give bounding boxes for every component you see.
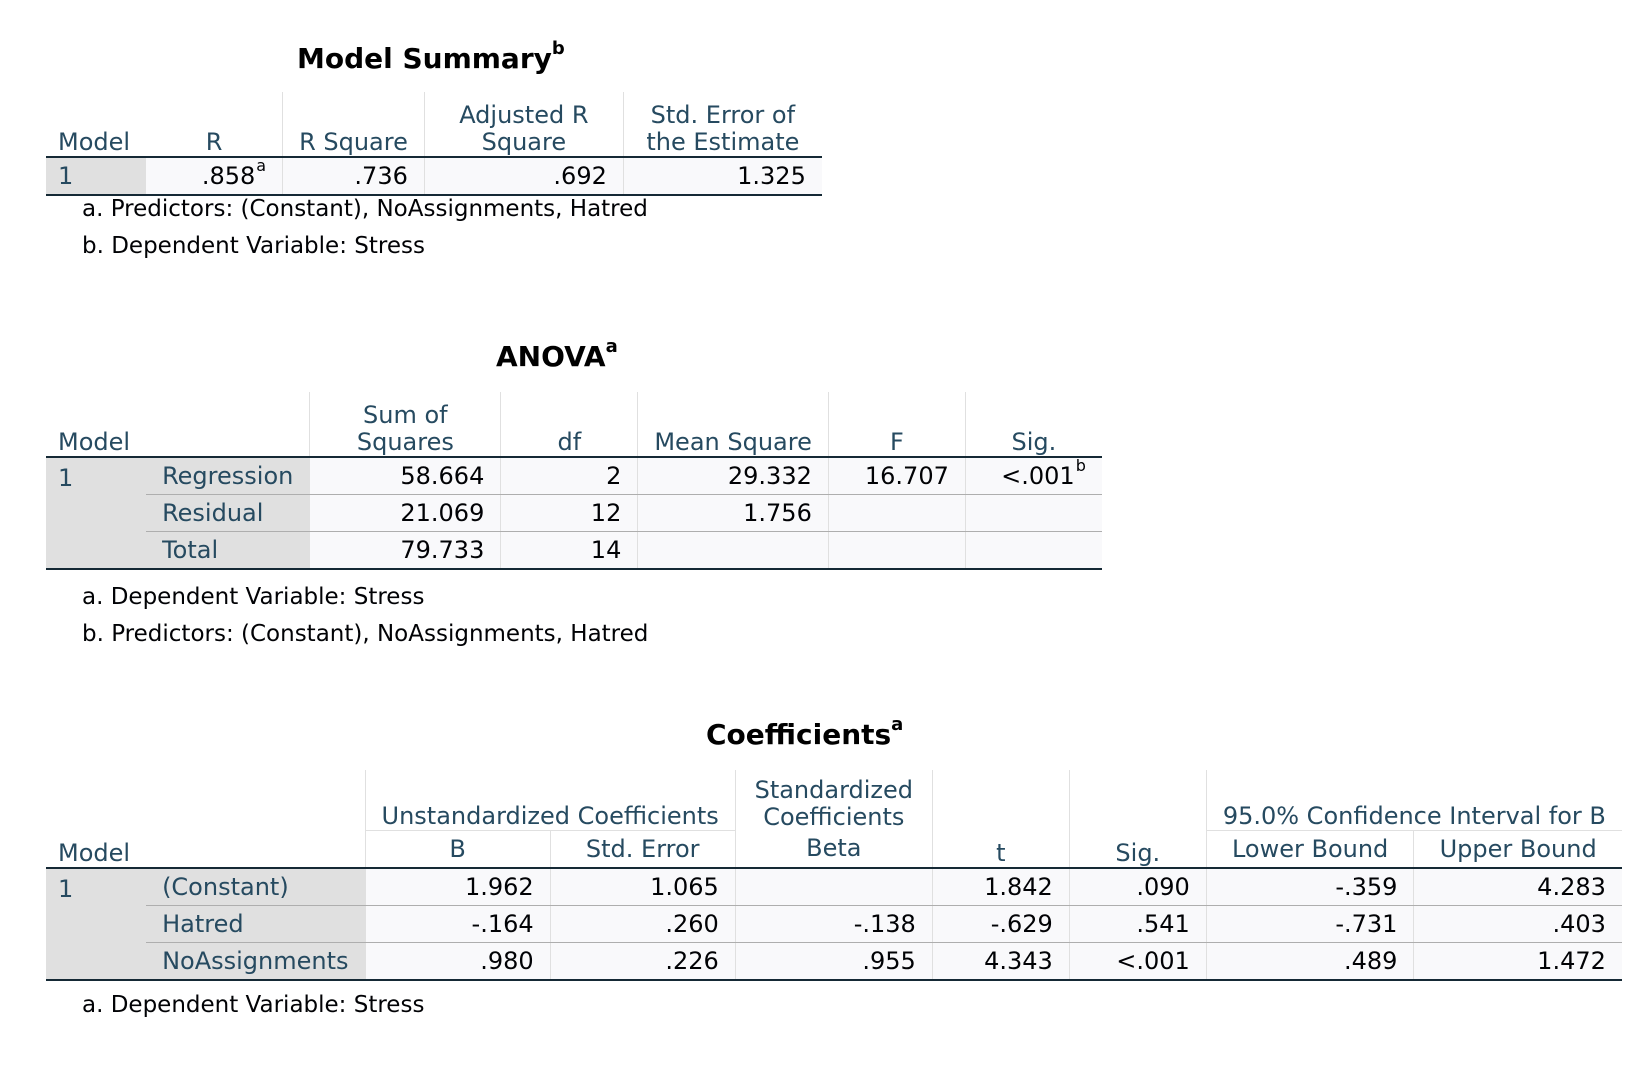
coef-row-label: (Constant) [146, 868, 365, 906]
anova-header-f: F [828, 392, 965, 457]
coef-header-std: Standardized Coefficients [735, 770, 932, 831]
coef-header-unstd: Unstandardized Coefficients [365, 770, 735, 831]
coef-cell-lower: -.731 [1206, 906, 1414, 943]
anova-cell-sig-footnote: b [1075, 456, 1086, 475]
coef-header-sig: Sig. [1069, 770, 1206, 868]
coef-cell-beta: -.138 [735, 906, 932, 943]
coef-header-ci: 95.0% Confidence Interval for B [1206, 770, 1622, 831]
ms-cell-r-square: .736 [283, 157, 425, 195]
coef-header-model: Model [46, 770, 146, 868]
coef-row-model: 1 [46, 868, 146, 980]
coef-row-noassignments [46, 943, 1622, 981]
anova-title-footnote: a [605, 336, 618, 357]
anova-header-model: Model [46, 392, 146, 457]
ms-row-model: 1 [46, 157, 146, 195]
coef-cell-b: .980 [365, 943, 550, 981]
coef-header-b: B [365, 831, 550, 869]
anova-cell-ms [638, 532, 829, 570]
coefficients-table [46, 770, 1622, 981]
coef-header-upper: Upper Bound [1414, 831, 1622, 869]
anova-header-sig: Sig. [965, 392, 1102, 457]
anova-row-total [46, 532, 1102, 570]
coef-cell-t: 1.842 [932, 868, 1069, 906]
coef-cell-sig: .541 [1069, 906, 1206, 943]
ms-header-r-square: R Square [283, 92, 425, 157]
model-summary-table-wrap [46, 92, 822, 196]
anova-cell-ms: 1.756 [638, 495, 829, 532]
coef-cell-upper: 4.283 [1414, 868, 1622, 906]
coefficients-table-wrap [46, 770, 1622, 981]
coef-header-label-blank [146, 770, 365, 868]
coefficients-title [706, 714, 904, 751]
coef-cell-t: -.629 [932, 906, 1069, 943]
model-summary-title-text: Model Summary [297, 42, 552, 75]
anova-cell-ss: 21.069 [310, 495, 501, 532]
coef-cell-lower: -.359 [1206, 868, 1414, 906]
coef-cell-t: 4.343 [932, 943, 1069, 981]
ms-header-model: Model [46, 92, 146, 157]
ms-header-std-error: Std. Error of the Estimate [623, 92, 822, 157]
ms-footnote-b: b. Dependent Variable: Stress [82, 233, 425, 259]
coef-cell-sig: <.001 [1069, 943, 1206, 981]
anova-row-label: Regression [146, 457, 310, 495]
coef-row-hatred [46, 906, 1622, 943]
anova-cell-ms: 29.332 [638, 457, 829, 495]
coef-footnote-a: a. Dependent Variable: Stress [82, 992, 425, 1018]
coef-cell-lower: .489 [1206, 943, 1414, 981]
anova-row-regression [46, 457, 1102, 495]
anova-row-model: 1 [46, 457, 146, 569]
anova-cell-sig [965, 532, 1102, 570]
anova-row-label: Residual [146, 495, 310, 532]
coef-header-beta: Beta [735, 831, 932, 869]
coef-header-lower: Lower Bound [1206, 831, 1414, 869]
ms-cell-r-footnote: a [256, 156, 267, 175]
anova-cell-f: 16.707 [828, 457, 965, 495]
anova-header-label-blank [146, 392, 310, 457]
ms-cell-std-error: 1.325 [623, 157, 822, 195]
anova-cell-f [828, 495, 965, 532]
anova-cell-df: 12 [501, 495, 638, 532]
model-summary-title [297, 38, 565, 75]
coef-header-t: t [932, 770, 1069, 868]
anova-cell-df: 2 [501, 457, 638, 495]
coef-header-se: Std. Error [550, 831, 735, 869]
ms-cell-r-value: .858 [201, 162, 256, 190]
coef-cell-sig: .090 [1069, 868, 1206, 906]
anova-table-wrap [46, 392, 1102, 570]
anova-cell-sig-value: <.001 [1001, 462, 1075, 490]
anova-header-df: df [501, 392, 638, 457]
coef-cell-b: -.164 [365, 906, 550, 943]
coefficients-title-text: Coefficients [706, 718, 892, 751]
ms-cell-adj-r-square: .692 [424, 157, 623, 195]
coefficients-title-footnote: a [891, 714, 904, 735]
coef-cell-upper: 1.472 [1414, 943, 1622, 981]
ms-header-r: R [146, 92, 283, 157]
ms-footnote-a: a. Predictors: (Constant), NoAssignments, Hatred [82, 196, 648, 222]
coef-cell-b: 1.962 [365, 868, 550, 906]
anova-table [46, 392, 1102, 570]
anova-cell-ss: 79.733 [310, 532, 501, 570]
anova-cell-sig [965, 457, 1102, 495]
coef-cell-beta [735, 868, 932, 906]
ms-cell-r [146, 157, 283, 195]
model-summary-title-footnote: b [551, 38, 565, 59]
model-summary-table [46, 92, 822, 196]
anova-header-ss: Sum of Squares [310, 392, 501, 457]
anova-cell-df: 14 [501, 532, 638, 570]
coef-cell-beta: .955 [735, 943, 932, 981]
coef-row-constant [46, 868, 1622, 906]
anova-cell-ss: 58.664 [310, 457, 501, 495]
coef-cell-se: .226 [550, 943, 735, 981]
anova-title-text: ANOVA [496, 340, 606, 373]
anova-footnote-a: a. Dependent Variable: Stress [82, 584, 425, 610]
coef-cell-se: 1.065 [550, 868, 735, 906]
anova-header-ms: Mean Square [638, 392, 829, 457]
anova-cell-sig [965, 495, 1102, 532]
anova-footnote-b: b. Predictors: (Constant), NoAssignments, Hatred [82, 621, 649, 647]
anova-row-label: Total [146, 532, 310, 570]
coef-row-label: Hatred [146, 906, 365, 943]
anova-row-residual [46, 495, 1102, 532]
coef-cell-se: .260 [550, 906, 735, 943]
ms-header-adj-r-square: Adjusted R Square [424, 92, 623, 157]
anova-cell-f [828, 532, 965, 570]
coef-row-label: NoAssignments [146, 943, 365, 981]
anova-title [496, 336, 618, 373]
coef-cell-upper: .403 [1414, 906, 1622, 943]
